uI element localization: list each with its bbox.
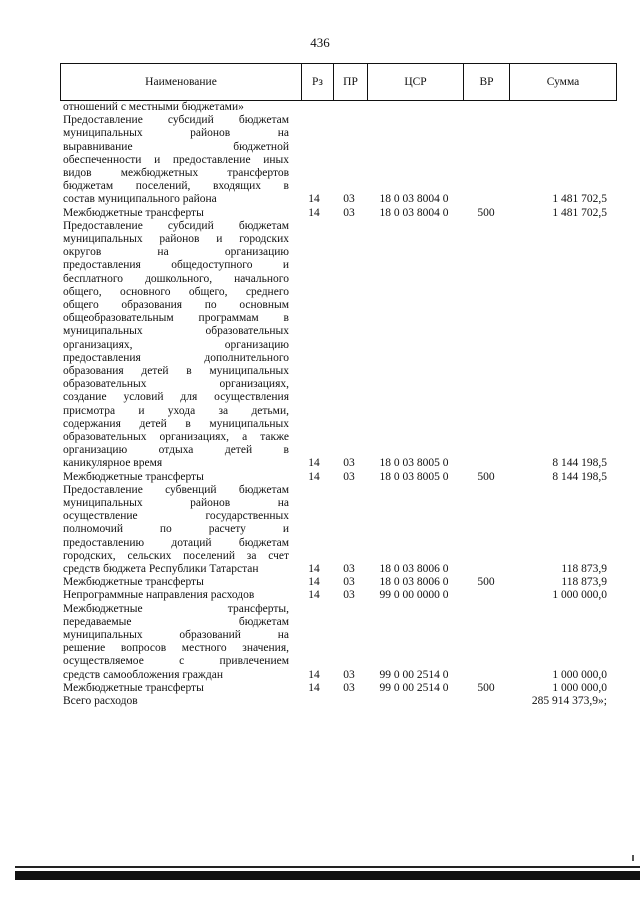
page-number: 436 <box>310 35 330 50</box>
row-rz: 14 <box>308 668 320 681</box>
row-vr: 500 <box>477 681 495 694</box>
row-name-line: выравнивание бюджетной <box>63 140 289 153</box>
row-sum: 118 873,9 <box>561 562 607 575</box>
scan-mark <box>632 855 634 861</box>
row-name-line: Непрограммные направления расходов <box>63 589 255 602</box>
row-rz: 14 <box>308 206 320 219</box>
row-name-line: общего образования по основным <box>63 298 289 311</box>
header-pr: ПР <box>333 64 367 100</box>
row-name-line: предоставления дополнительного <box>63 351 289 364</box>
row-pr: 03 <box>343 576 355 589</box>
row-pr: 03 <box>343 206 355 219</box>
row-pr: 03 <box>343 681 355 694</box>
header-sum: Сумма <box>509 64 616 100</box>
row-name-line: передаваемые бюджетам <box>63 615 289 628</box>
row-sum: 1 000 000,0 <box>552 589 607 602</box>
row-name-line: Межбюджетные трансферты, <box>63 602 289 615</box>
row-name-line: предоставления общедоступного и <box>63 259 289 272</box>
table-row <box>0 471 640 484</box>
row-name-line: видов межбюджетных трансфертов <box>63 167 289 179</box>
table-row <box>0 682 640 695</box>
row-rz: 14 <box>308 562 320 575</box>
row-name-line: Предоставление субсидий бюджетам <box>63 114 289 127</box>
row-rz: 14 <box>308 457 320 470</box>
row-name-line: округов на организацию <box>63 246 289 259</box>
row-rz: 14 <box>308 193 320 206</box>
row-sum: 1 481 702,5 <box>552 193 607 206</box>
row-name-line: присмотра и ухода за детьми, <box>63 404 289 417</box>
row-pr: 03 <box>343 470 355 483</box>
row-csr: 18 0 03 8006 0 <box>379 562 449 575</box>
table-row <box>0 101 640 114</box>
row-name <box>63 576 289 589</box>
table-row <box>0 220 640 471</box>
row-name-line: создание условий для осуществления <box>63 391 289 404</box>
row-name-line: образовательных организациях, <box>63 378 289 391</box>
header-name: Наименование <box>145 76 217 88</box>
row-name-line: Всего расходов <box>63 694 138 707</box>
row-csr: 99 0 00 0000 0 <box>379 589 449 602</box>
row-name-line: Предоставление субсидий бюджетам <box>63 219 289 232</box>
row-name-line: образовательных организациях, а также <box>63 431 289 444</box>
table-row <box>0 576 640 589</box>
row-name-line: образования детей в муниципальных <box>63 365 289 377</box>
row-name-line: состав муниципального района <box>63 193 217 206</box>
header-csr: ЦСР <box>367 64 463 100</box>
row-rz: 14 <box>308 576 320 589</box>
row-sum: 285 914 373,9»; <box>531 694 607 707</box>
row-name-line: Предоставление субвенций бюджетам <box>63 483 289 496</box>
row-name-line: полномочий по расчету и <box>63 523 289 536</box>
row-sum: 8 144 198,5 <box>552 457 607 470</box>
row-name-line: муниципальных районов и городских <box>63 232 289 245</box>
row-name <box>63 484 289 576</box>
row-name-line: обеспеченности и предоставление иных <box>63 153 289 166</box>
row-sum: 1 481 702,5 <box>552 206 607 219</box>
row-pr: 03 <box>343 562 355 575</box>
row-pr: 03 <box>343 668 355 681</box>
row-name-line: организацию отдыха детей в <box>63 444 289 457</box>
row-name <box>63 682 289 695</box>
row-name-line: отношений с местными бюджетами» <box>63 101 244 113</box>
row-name-line: общего, основного общего, среднего <box>63 285 289 298</box>
table-row <box>0 603 640 682</box>
row-name-line: предоставлению дотаций бюджетам <box>63 536 289 549</box>
row-name <box>63 101 289 114</box>
row-name <box>63 220 289 471</box>
row-csr: 99 0 00 2514 0 <box>379 681 449 694</box>
row-name <box>63 207 289 220</box>
table-row <box>0 114 640 206</box>
row-name-line: бюджетам поселений, входящих в <box>63 180 289 193</box>
row-csr: 99 0 00 2514 0 <box>379 668 449 681</box>
row-name-line: городских, сельских поселений за счет <box>63 549 289 562</box>
row-rz: 14 <box>308 681 320 694</box>
header-vr: ВР <box>463 64 509 100</box>
row-name-line: каникулярное время <box>63 457 163 470</box>
row-name-line: средств бюджета Республики Татарстан <box>63 562 259 575</box>
row-name-line: муниципальных образовательных <box>63 325 289 338</box>
row-name-line: Межбюджетные трансферты <box>63 470 204 483</box>
table-header <box>60 63 617 101</box>
row-rz: 14 <box>308 470 320 483</box>
row-name-line: осуществление государственных <box>63 510 289 523</box>
row-name-line: бесплатного дошкольного, начального <box>63 272 289 285</box>
row-sum: 1 000 000,0 <box>552 668 607 681</box>
table-body <box>0 101 640 708</box>
bottom-rule-thick <box>15 871 640 880</box>
table-row <box>0 695 640 708</box>
row-vr: 500 <box>477 576 495 589</box>
row-name-line: Межбюджетные трансферты <box>63 206 204 219</box>
row-name-line: муниципальных районов на <box>63 496 289 509</box>
row-name-line: муниципальных образований на <box>63 628 289 641</box>
row-name <box>63 695 289 708</box>
row-name-line: Межбюджетные трансферты <box>63 576 204 589</box>
table-row <box>0 589 640 602</box>
row-name-line: решение вопросов местного значения, <box>63 642 289 655</box>
row-name <box>63 589 289 602</box>
row-name-line: организациях, организацию <box>63 338 289 351</box>
row-name-line: содержания детей в муниципальных <box>63 417 289 430</box>
row-name <box>63 471 289 484</box>
row-csr: 18 0 03 8004 0 <box>379 193 449 206</box>
table-row <box>0 484 640 576</box>
row-name-line: общеобразовательным программам в <box>63 312 289 325</box>
row-name <box>63 114 289 206</box>
row-sum: 1 000 000,0 <box>552 681 607 694</box>
row-csr: 18 0 03 8006 0 <box>379 576 449 589</box>
table-row <box>0 207 640 220</box>
row-name-line: Межбюджетные трансферты <box>63 681 204 694</box>
row-csr: 18 0 03 8004 0 <box>379 206 449 219</box>
row-sum: 8 144 198,5 <box>552 470 607 483</box>
row-csr: 18 0 03 8005 0 <box>379 457 449 470</box>
row-pr: 03 <box>343 457 355 470</box>
header-rz: Рз <box>301 64 333 100</box>
row-name-line: муниципальных районов на <box>63 127 289 140</box>
row-pr: 03 <box>343 589 355 602</box>
row-vr: 500 <box>477 470 495 483</box>
row-pr: 03 <box>343 193 355 206</box>
row-name-line: средств самообложения граждан <box>63 668 223 681</box>
row-csr: 18 0 03 8005 0 <box>379 470 449 483</box>
row-sum: 118 873,9 <box>561 576 607 589</box>
row-name-line: осуществляемое с привлечением <box>63 655 289 668</box>
row-rz: 14 <box>308 589 320 602</box>
row-vr: 500 <box>477 206 495 219</box>
bottom-rule-thin <box>15 866 640 868</box>
row-name <box>63 603 289 682</box>
